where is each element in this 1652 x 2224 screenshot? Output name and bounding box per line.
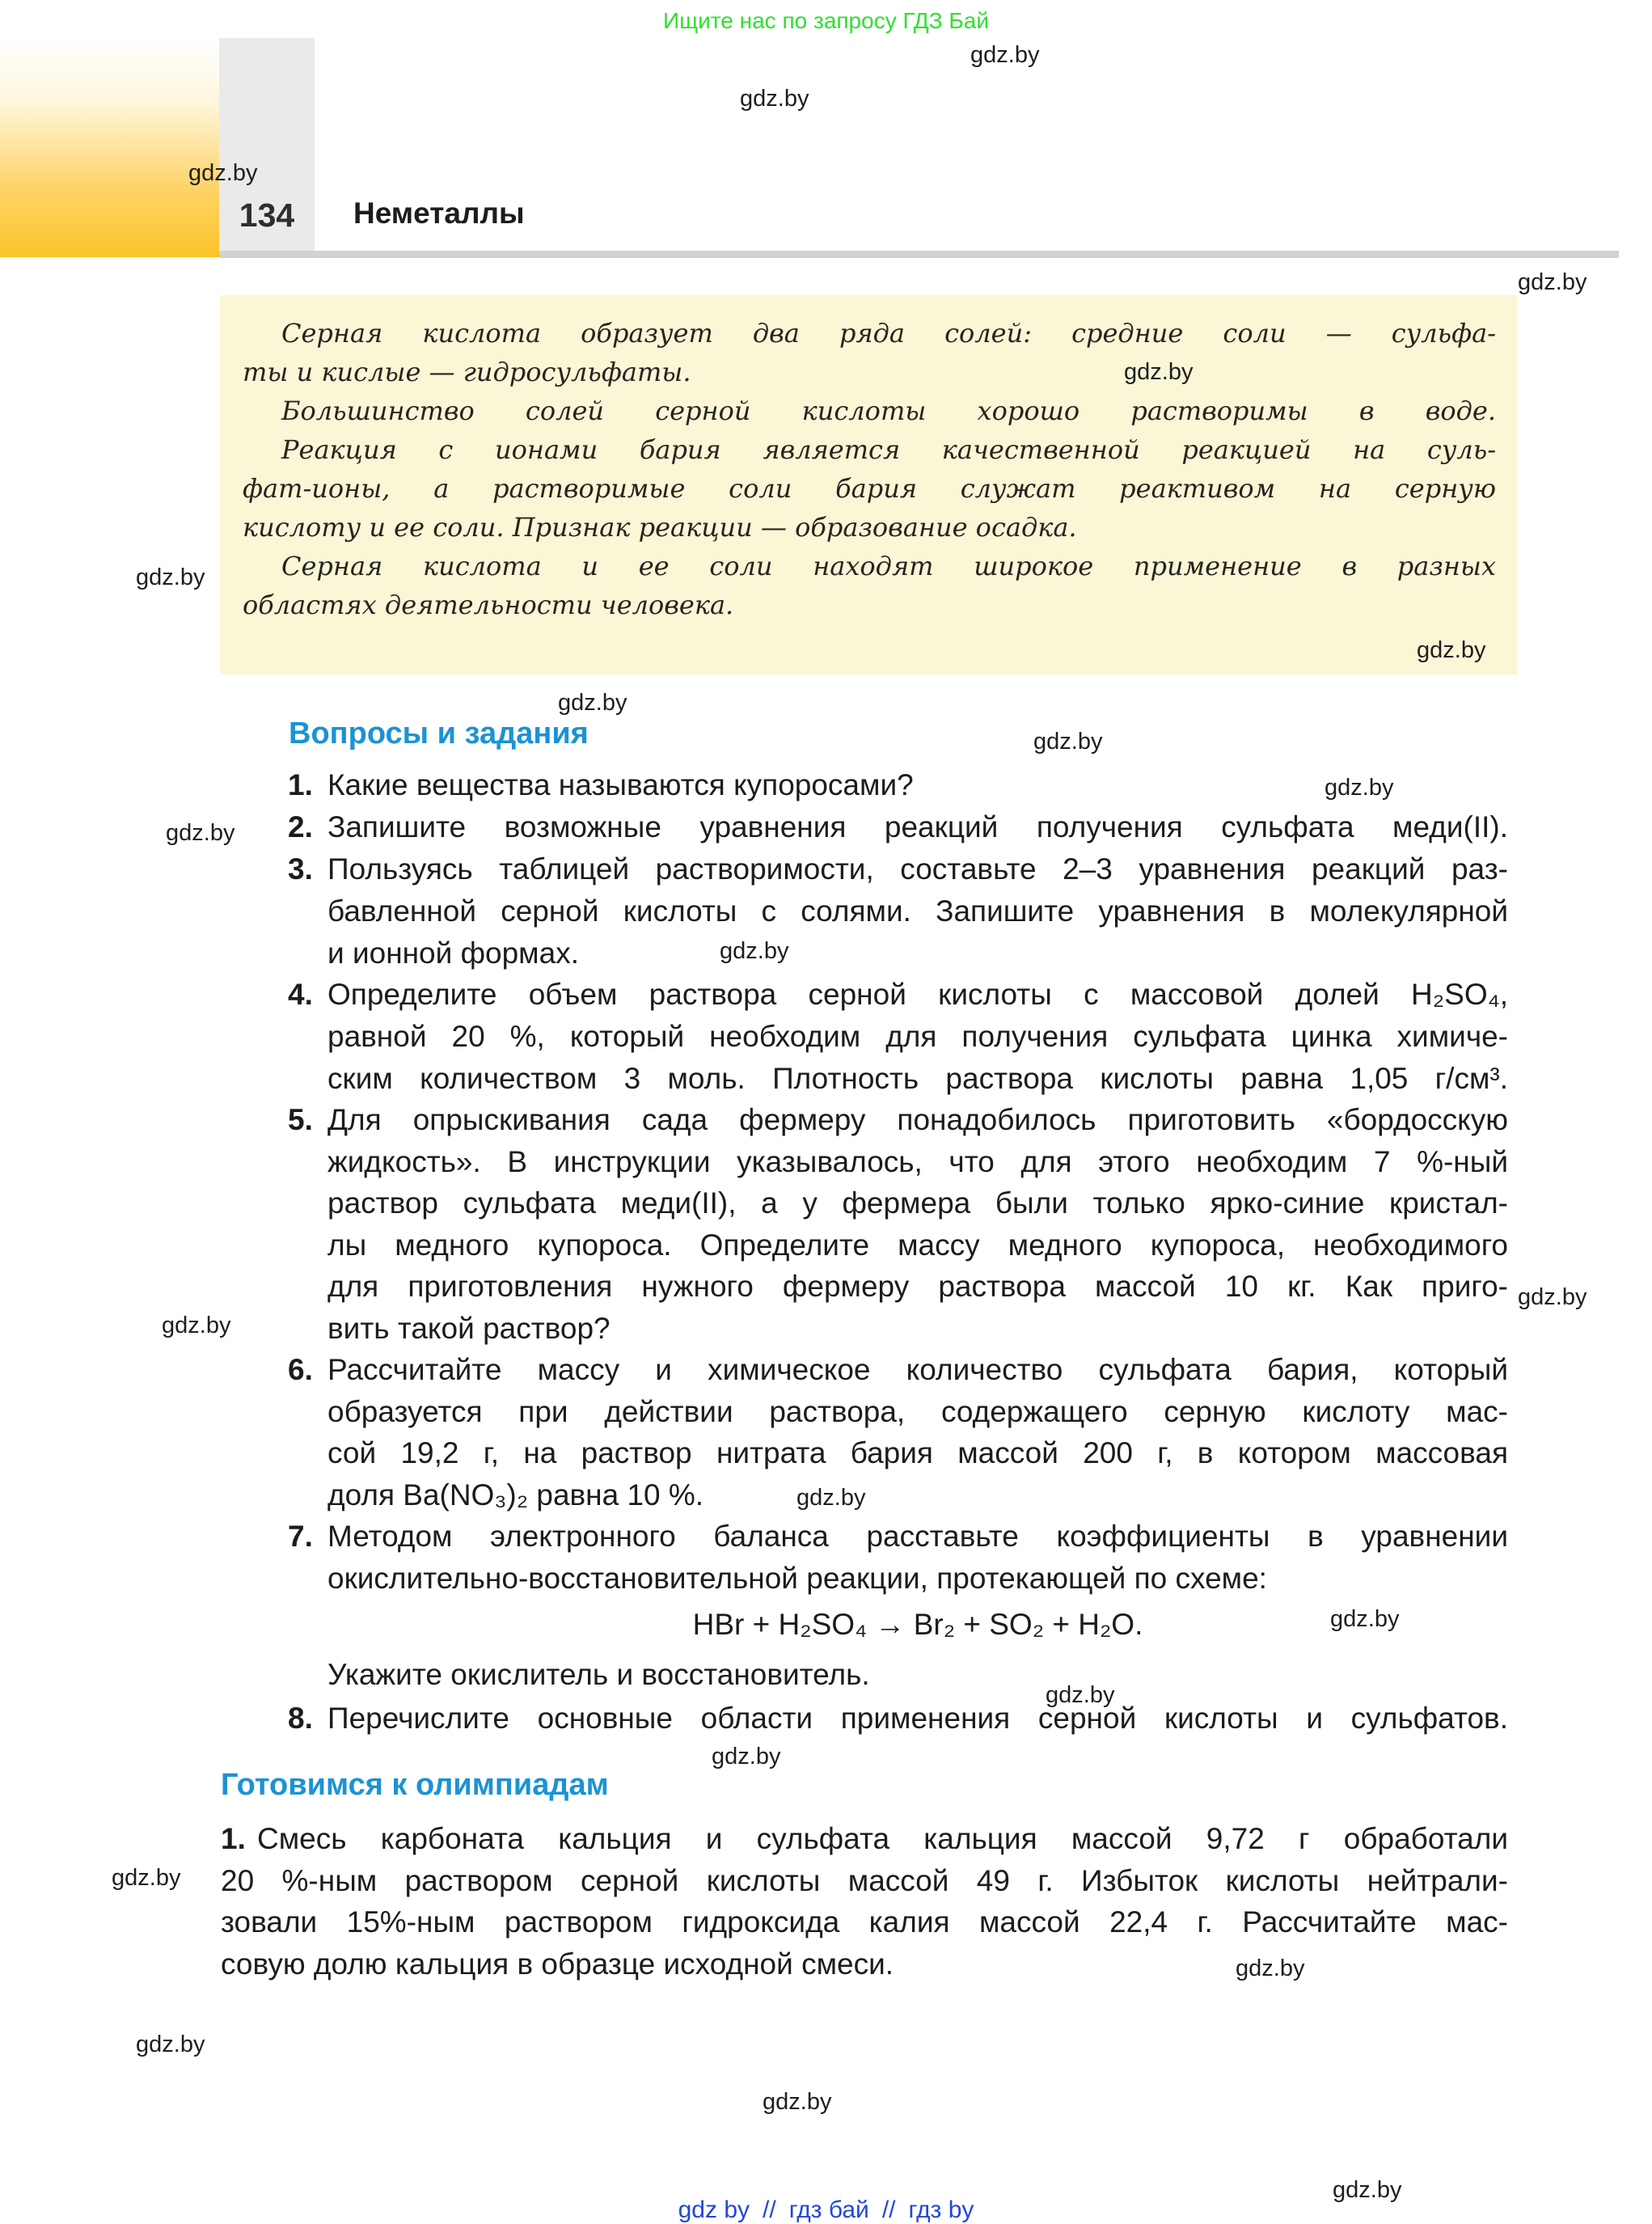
gdz-watermark: gdz.by [112, 1865, 181, 1891]
question-text-line: Определите объем раствора серной кислоты с массовой долей H₂SO₄, [327, 978, 1508, 1011]
question-text-line: лы медного купороса. Определите массу медного купороса, необходимого [327, 1228, 1508, 1262]
gdz-watermark: gdz.by [1325, 775, 1394, 801]
question-number: 3. [288, 852, 313, 886]
footer-separator: // [763, 2197, 776, 2223]
question-text-line: равной 20 %, который необходим для получения сульфата цинка химиче- [327, 1020, 1508, 1053]
gdz-watermark: gdz.by [188, 160, 258, 186]
gdz-watermark: gdz.by [796, 1485, 866, 1511]
footer-link-gdz-bay[interactable]: гдз бай [788, 2197, 869, 2223]
question-number: 5. [288, 1103, 313, 1136]
question-text-line: ским количеством 3 моль. Плотность раствора кислоты равна 1,05 г/см³. [327, 1062, 1508, 1095]
question-text-line: сой 19,2 г, на раствор нитрата бария массой 200 г, в котором массовая [327, 1436, 1508, 1469]
gdz-watermark: gdz.by [720, 938, 789, 964]
footer-link-gdz-by-cyrillic[interactable]: гдз by [908, 2197, 974, 2223]
question-text-line: раствор сульфата меди(II), а у фермера были только ярко-синие кристал- [327, 1186, 1508, 1220]
question-text-line: вить такой раствор? [327, 1312, 611, 1345]
question-text-line: Для опрыскивания сада фермеру понадобилось приготовить «бордосскую [327, 1103, 1508, 1136]
gdz-watermark: gdz.by [1330, 1606, 1400, 1632]
infobox-line: фат-ионы, а растворимые соли бария служат реактивом на серную [243, 473, 1496, 504]
question-text-line: Запишите возможные уравнения реакций получения сульфата меди(II). [327, 810, 1508, 844]
question-text-line: бавленной серной кислоты с солями. Запишите уравнения в молекулярной [327, 894, 1508, 928]
question-text-line: совую долю кальция в образце исходной смеси. [221, 1947, 894, 1981]
footer-link-gdz-by[interactable]: gdz by [678, 2197, 750, 2223]
question-number: 2. [288, 810, 313, 844]
gdz-watermark: gdz.by [1333, 2177, 1402, 2203]
gdz-watermark: gdz.by [740, 86, 809, 112]
infobox-line: Серная кислота и ее соли находят широкое применение в разных [281, 551, 1496, 581]
footer-separator: // [881, 2197, 896, 2223]
gdz-watermark: gdz.by [1046, 1682, 1115, 1708]
question-text-line: образуется при действии раствора, содержащего серную кислоту мас- [327, 1395, 1508, 1428]
gdz-watermark: gdz.by [558, 690, 627, 716]
question-number: 4. [288, 978, 313, 1011]
gdz-watermark: gdz.by [712, 1744, 781, 1769]
infobox-line: кислоту и ее соли. Признак реакции — образование осадка. [243, 512, 1077, 543]
gdz-watermark: gdz.by [1417, 637, 1486, 663]
infobox-line: Реакция с ионами бария является качественной реакцией на суль- [281, 434, 1496, 465]
gdz-watermark: gdz.by [1236, 1956, 1305, 1981]
gdz-watermark: gdz.by [166, 820, 235, 846]
gdz-watermark: gdz.by [1518, 1284, 1587, 1310]
question-number: 1. [221, 1822, 246, 1855]
question-text-line: Какие вещества называются купоросами? [327, 768, 914, 801]
gdz-watermark: gdz.by [1033, 729, 1103, 755]
chemical-equation: HBr + H₂SO₄ → Br₂ + SO₂ + H₂O. [692, 1608, 1143, 1641]
question-text-line: Укажите окислитель и восстановитель. [327, 1658, 870, 1691]
gdz-watermark: gdz.by [162, 1313, 231, 1338]
question-number: 8. [288, 1702, 313, 1735]
question-text-line: зовали 15%-ным раствором гидроксида калия массой 22,4 г. Рассчитайте мас- [221, 1905, 1508, 1939]
question-text-line: Пользуясь таблицей растворимости, составьте 2–3 уравнения реакций раз- [327, 852, 1508, 886]
footer-links [0, 2197, 1652, 2224]
question-text-line: доля Ba(NO₃)₂ равна 10 %. [327, 1478, 704, 1512]
page-number: 134 [239, 197, 295, 234]
promo-banner: Ищите нас по запросу ГДЗ Бай [662, 8, 990, 33]
gdz-watermark: gdz.by [136, 564, 205, 590]
question-text-line: Смесь карбоната кальция и сульфата кальция массой 9,72 г обработали [257, 1822, 1508, 1855]
question-number: 6. [288, 1353, 313, 1386]
gdz-watermark: gdz.by [136, 2032, 205, 2057]
question-text-line: для приготовления нужного фермеру раствора массой 10 кг. Как приго- [327, 1270, 1508, 1303]
gdz-watermark: gdz.by [1124, 359, 1194, 385]
question-text-line: Методом электронного баланса расставьте коэффициенты в уравнении [327, 1520, 1508, 1553]
question-text-line: Перечислите основные области применения серной кислоты и сульфатов. [327, 1702, 1508, 1735]
question-number: 1. [288, 768, 313, 801]
olympiad-section-title: Готовимся к олимпиадам [221, 1768, 609, 1802]
infobox-line: ты и кислые — гидросульфаты. [243, 357, 691, 387]
chapter-title: Неметаллы [353, 197, 525, 230]
question-text-line: и ионной формах. [327, 937, 579, 970]
questions-section-title: Вопросы и задания [289, 717, 589, 750]
infobox-line: областях деятельности человека. [243, 590, 734, 620]
infobox-line: Большинство солей серной кислоты хорошо растворимы в воде. [281, 395, 1496, 426]
question-text-line: окислительно-восстановительной реакции, протекающей по схеме: [327, 1562, 1267, 1595]
infobox-line: Серная кислота образует два ряда солей: средние соли — сульфа- [281, 318, 1496, 349]
gdz-watermark: gdz.by [763, 2089, 832, 2115]
header-gradient-decoration [0, 38, 219, 257]
question-text-line: Рассчитайте массу и химическое количество сульфата бария, который [327, 1353, 1508, 1386]
gdz-watermark: gdz.by [970, 42, 1040, 68]
header-divider [219, 251, 1619, 258]
question-text-line: 20 %-ным раствором серной кислоты массой 49 г. Избыток кислоты нейтрали- [221, 1864, 1508, 1897]
question-number: 7. [288, 1520, 313, 1553]
gdz-watermark: gdz.by [1518, 269, 1587, 295]
question-text-line: жидкость». В инструкции указывалось, что для этого необходим 7 %-ный [327, 1145, 1508, 1178]
